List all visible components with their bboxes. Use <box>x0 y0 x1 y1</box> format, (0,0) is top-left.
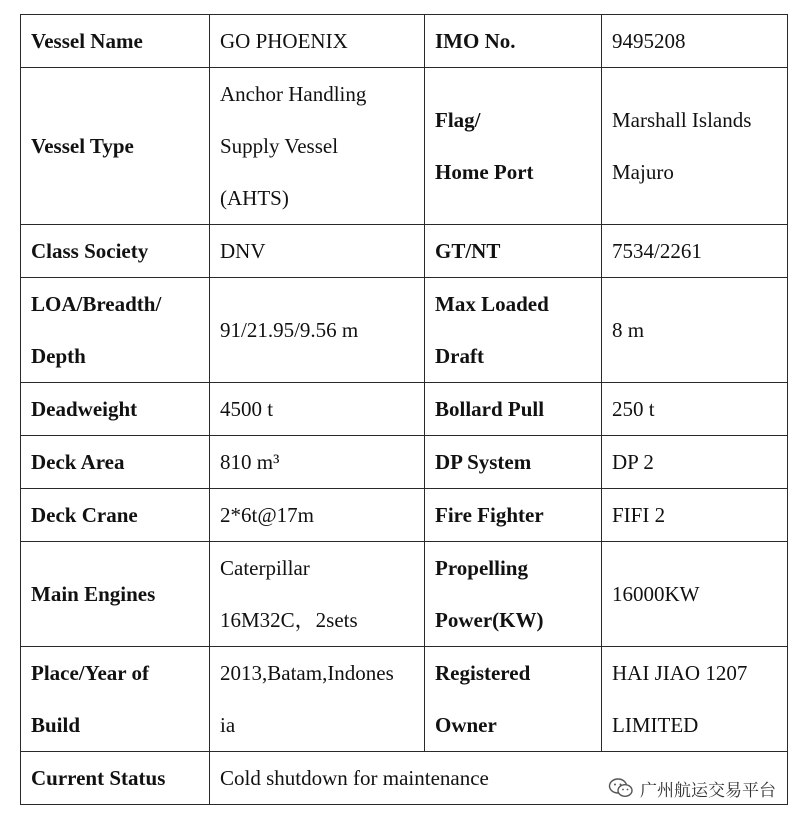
vessel-type-value <box>210 68 425 225</box>
place-year-build-value <box>210 647 425 752</box>
max-loaded-draft-label-line: Max Loaded <box>435 292 549 316</box>
registered-owner-label-line: Registered <box>435 661 531 685</box>
table-row <box>21 489 788 542</box>
main-engines-line: Caterpillar <box>220 556 310 580</box>
flag-home-port-value <box>602 68 788 225</box>
vessel-type-line: Anchor Handling <box>220 82 367 106</box>
place-year-build-label-line: Build <box>31 713 81 737</box>
dp-system-value: DP 2 <box>602 436 788 489</box>
main-engines-line: 16M32C，2sets <box>220 608 358 632</box>
table-row <box>21 383 788 436</box>
dp-system-label: DP System <box>425 436 602 489</box>
table-row <box>21 542 788 647</box>
table-row <box>21 436 788 489</box>
deadweight-value: 4500 t <box>210 383 425 436</box>
loa-breadth-depth-label <box>21 278 210 383</box>
fire-fighter-value: FIFI 2 <box>602 489 788 542</box>
loa-breadth-depth-label-line: LOA/Breadth/ <box>31 292 162 316</box>
propelling-power-value: 16000KW <box>602 542 788 647</box>
vessel-type-line: Supply Vessel <box>220 134 339 158</box>
registered-owner-line: LIMITED <box>612 713 699 737</box>
place-year-build-line: ia <box>220 713 236 737</box>
flag-home-port-line: Majuro <box>612 160 674 184</box>
max-loaded-draft-value: 8 m <box>602 278 788 383</box>
max-loaded-draft-label <box>425 278 602 383</box>
loa-breadth-depth-value: 91/21.95/9.56 m <box>210 278 425 383</box>
watermark <box>604 774 780 802</box>
registered-owner-value <box>602 647 788 752</box>
main-engines-label: Main Engines <box>21 542 210 647</box>
vessel-name-value: GO PHOENIX <box>210 15 425 68</box>
table-row <box>21 225 788 278</box>
propelling-power-label <box>425 542 602 647</box>
propelling-power-label-line: Propelling <box>435 556 528 580</box>
bollard-pull-label: Bollard Pull <box>425 383 602 436</box>
table-row <box>21 68 788 225</box>
loa-breadth-depth-label-line: Depth <box>31 344 86 368</box>
deck-crane-value: 2*6t@17m <box>210 489 425 542</box>
flag-home-port-label-line: Flag/ <box>435 108 481 132</box>
table-row <box>21 278 788 383</box>
place-year-build-line: 2013,Batam,Indones <box>220 661 394 685</box>
flag-home-port-label <box>425 68 602 225</box>
registered-owner-label-line: Owner <box>435 713 497 737</box>
registered-owner-line: HAI JIAO 1207 <box>612 661 748 685</box>
wechat-icon <box>608 777 634 799</box>
vessel-type-label: Vessel Type <box>21 68 210 225</box>
imo-no-value: 9495208 <box>602 15 788 68</box>
imo-no-label: IMO No. <box>425 15 602 68</box>
watermark-text: 广州航运交易平台 <box>640 780 776 801</box>
main-engines-value <box>210 542 425 647</box>
current-status-value: Cold shutdown for maintenance <box>210 752 788 805</box>
flag-home-port-label-line: Home Port <box>435 160 534 184</box>
registered-owner-label <box>425 647 602 752</box>
table-row <box>21 647 788 752</box>
vessel-type-line: (AHTS) <box>220 186 289 210</box>
deadweight-label: Deadweight <box>21 383 210 436</box>
deck-area-value: 810 m³ <box>210 436 425 489</box>
vessel-spec-table <box>20 14 788 805</box>
flag-home-port-line: Marshall Islands <box>612 108 752 132</box>
class-society-label: Class Society <box>21 225 210 278</box>
current-status-label: Current Status <box>21 752 210 805</box>
propelling-power-label-line: Power(KW) <box>435 608 544 632</box>
deck-area-label: Deck Area <box>21 436 210 489</box>
table-row <box>21 15 788 68</box>
deck-crane-label: Deck Crane <box>21 489 210 542</box>
class-society-value: DNV <box>210 225 425 278</box>
gt-nt-value: 7534/2261 <box>602 225 788 278</box>
gt-nt-label: GT/NT <box>425 225 602 278</box>
fire-fighter-label: Fire Fighter <box>425 489 602 542</box>
vessel-name-label: Vessel Name <box>21 15 210 68</box>
place-year-build-label <box>21 647 210 752</box>
bollard-pull-value: 250 t <box>602 383 788 436</box>
max-loaded-draft-label-line: Draft <box>435 344 484 368</box>
place-year-build-label-line: Place/Year of <box>31 661 149 685</box>
